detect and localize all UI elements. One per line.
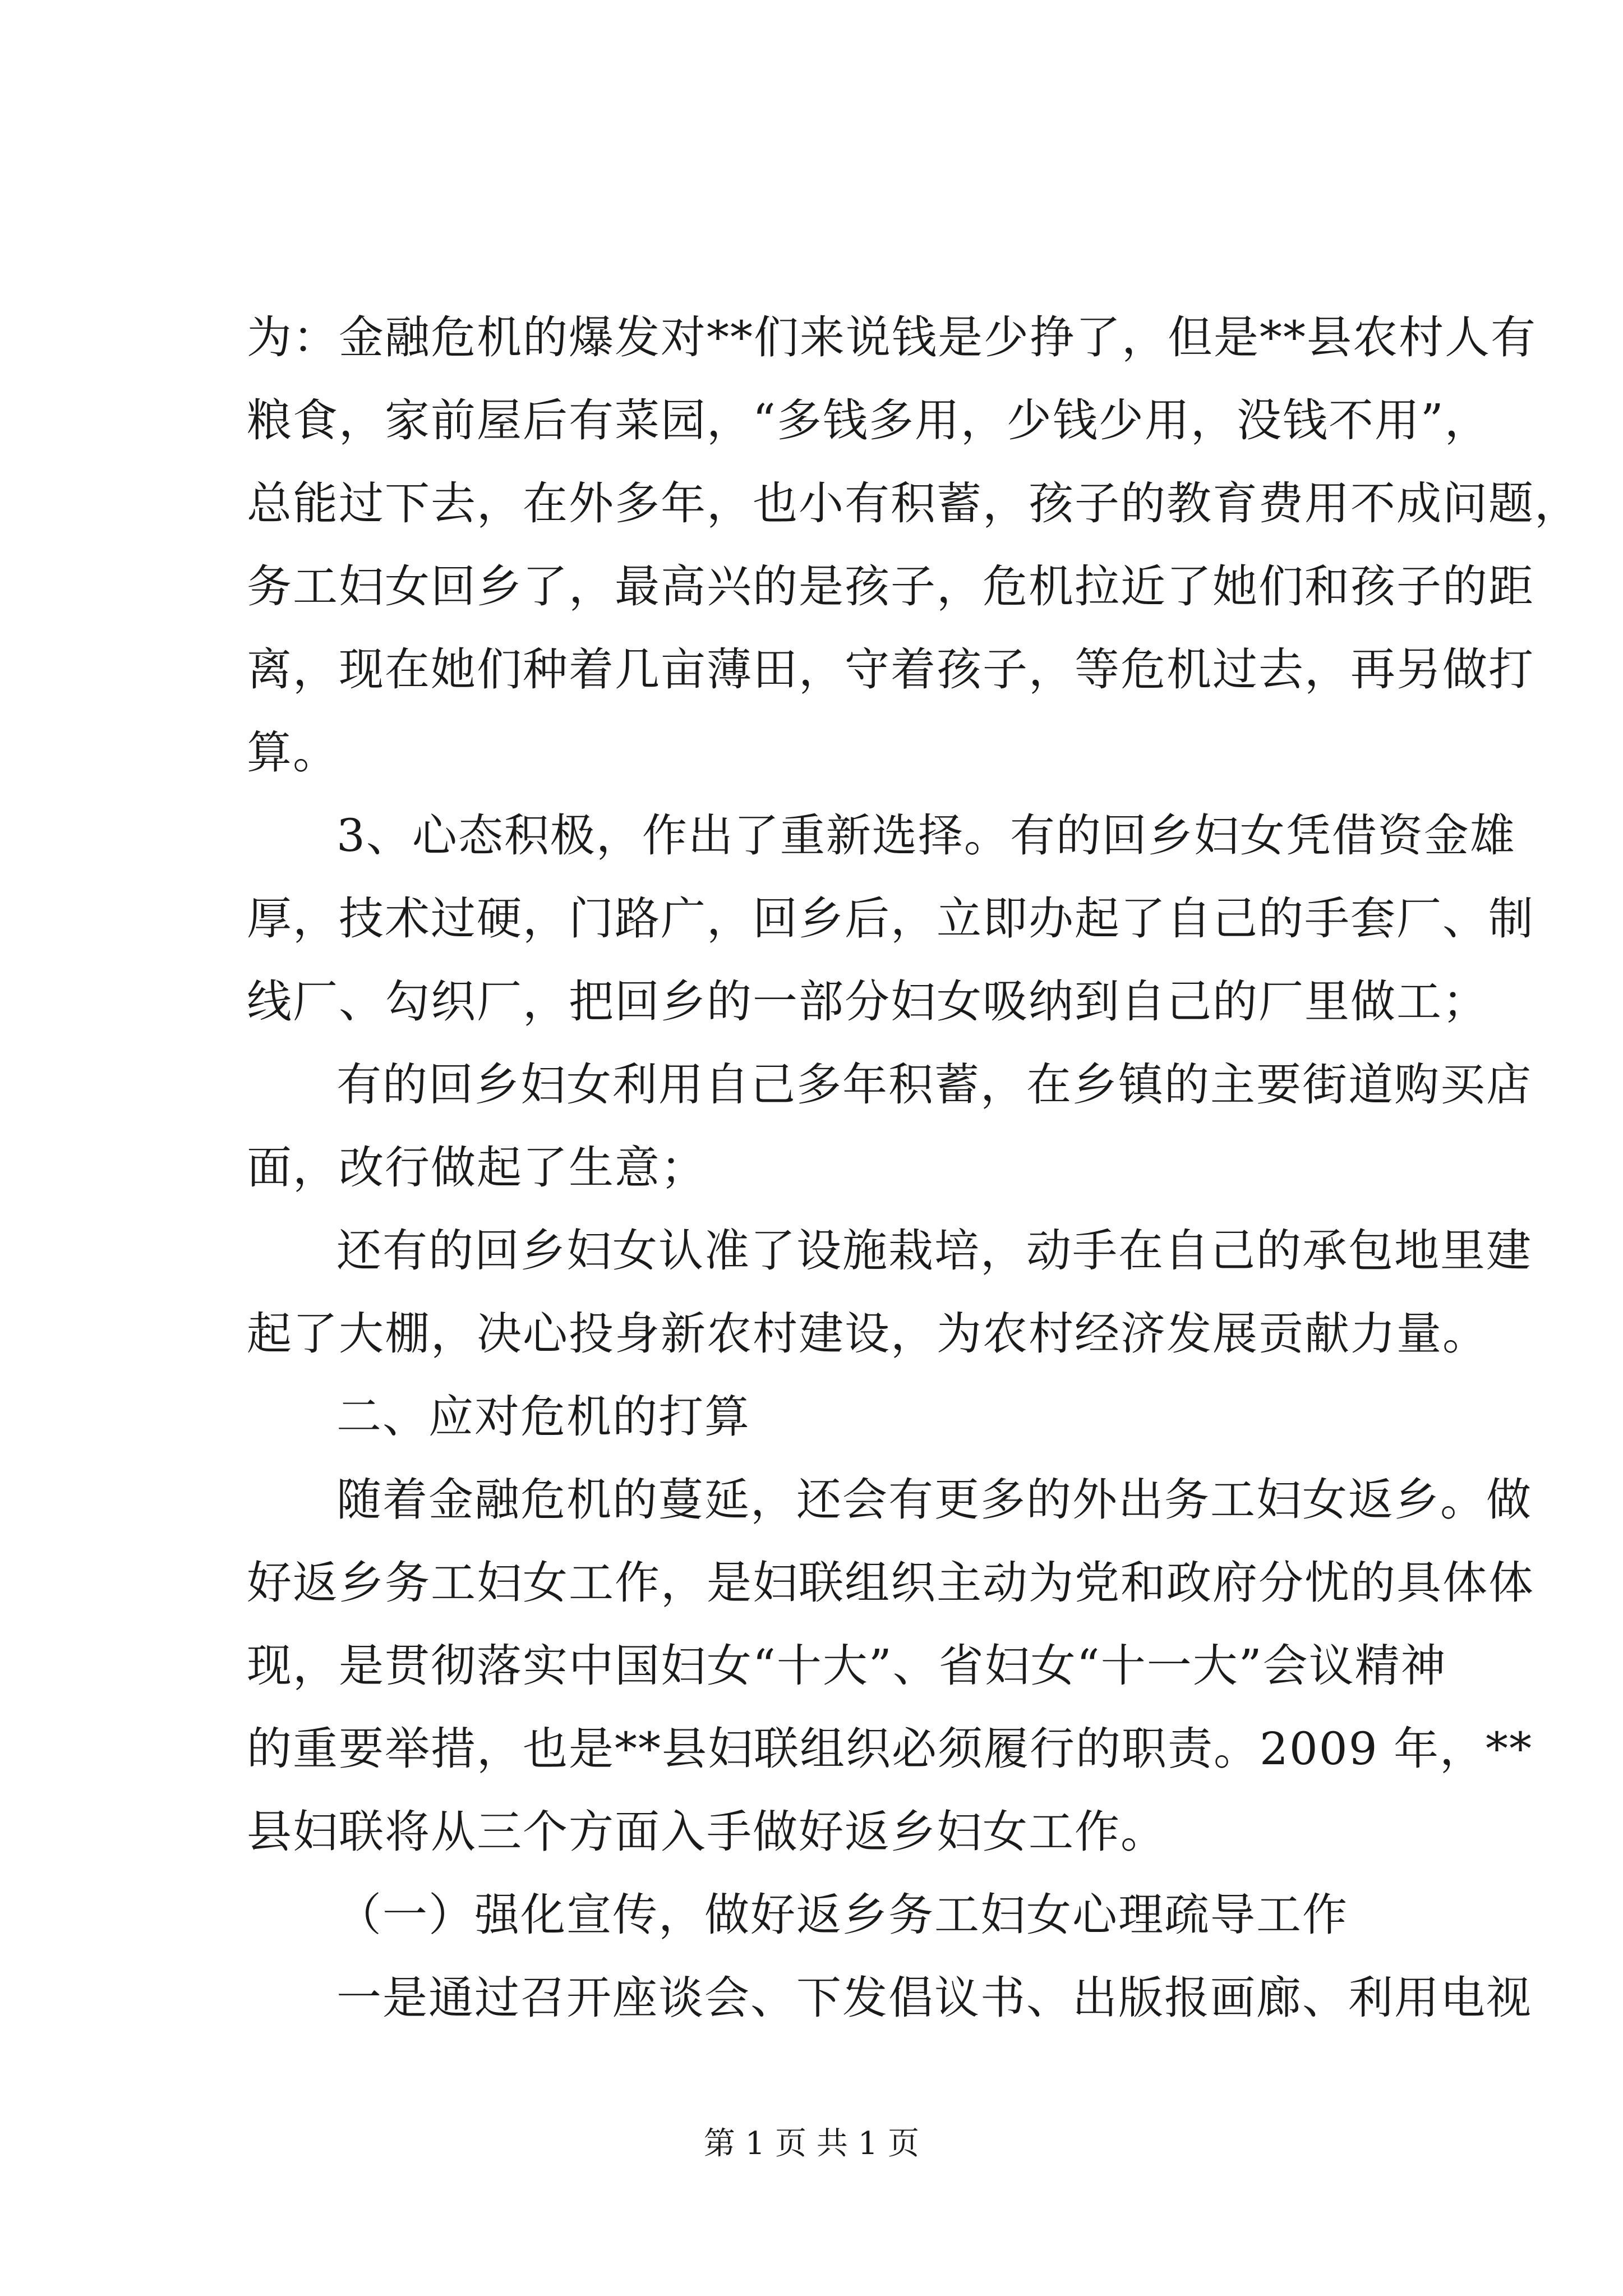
body-line-15: 随着金融危机的蔓延，还会有更多的外出务工妇女返乡。做 — [336, 1474, 1532, 1526]
body-line-10: 有的回乡妇女利用自己多年积蓄，在乡镇的主要街道购买店 — [336, 1059, 1532, 1111]
body-line-13: 起了大棚，决心投身新农村建设，为农村经济发展贡献力量。 — [247, 1308, 1488, 1360]
body-line-4: 务工妇女回乡了，最高兴的是孩子，危机拉近了她们和孩子的距 — [247, 560, 1534, 613]
body-line-12: 还有的回乡妇女认准了设施栽培，动手在自己的承包地里建 — [336, 1225, 1532, 1277]
section-heading: 二、应对危机的打算 — [336, 1391, 750, 1443]
body-line-3: 总能过下去，在外多年，也小有积蓄，孩子的教育费用不成问题， — [247, 477, 1580, 530]
body-line-19: 县妇联将从三个方面入手做好返乡妇女工作。 — [247, 1806, 1166, 1858]
body-line-2: 粮食，家前屋后有菜园，“多钱多用，少钱少用，没钱不用”， — [247, 394, 1491, 447]
body-line-17: 现，是贯彻落实中国妇女“十大”、省妇女“十一大”会议精神 — [247, 1640, 1447, 1692]
body-line-6: 算。 — [247, 726, 339, 779]
body-line-5: 离，现在她们种着几亩薄田，守着孩子，等危机过去，再另做打 — [247, 643, 1534, 696]
body-line-11: 面，改行做起了生意； — [247, 1142, 707, 1194]
body-line-1: 为：金融危机的爆发对**们来说钱是少挣了，但是**县农村人有 — [247, 311, 1537, 364]
body-line-7: 3、心态积极，作出了重新选择。有的回乡妇女凭借资金雄 — [336, 809, 1516, 862]
body-line-18: 的重要举措，也是**县妇联组织必须履行的职责。2009 年，** — [247, 1723, 1533, 1775]
body-line-16: 好返乡务工妇女工作，是妇联组织主动为党和政府分忧的具体体 — [247, 1557, 1534, 1609]
document-body — [247, 296, 1580, 2040]
body-line-9: 线厂、勾织厂，把回乡的一部分妇女吸纳到自己的厂里做工； — [247, 976, 1488, 1028]
page-footer: 第 1 页 共 1 页 — [703, 2125, 920, 2162]
body-line-8: 厚，技术过硬，门路广，回乡后，立即办起了自己的手套厂、制 — [247, 892, 1534, 945]
subsection-heading: （一）强化宣传，做好返乡务工妇女心理疏导工作 — [336, 1889, 1348, 1941]
body-line-21: 一是通过召开座谈会、下发倡议书、出版报画廊、利用电视 — [336, 1972, 1532, 2024]
